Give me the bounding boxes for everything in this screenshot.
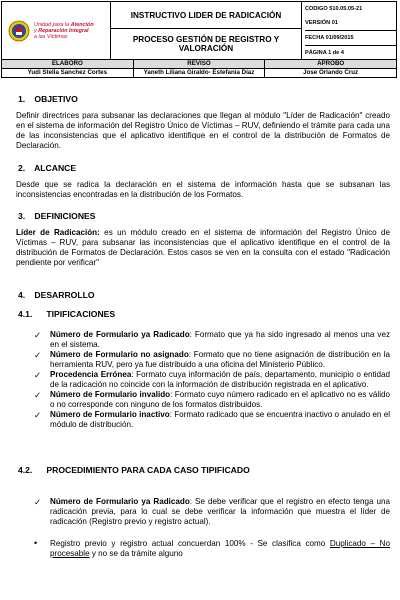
definiciones-term: Líder de Radicación: bbox=[16, 228, 100, 237]
checkmark-icon: ✓ bbox=[34, 497, 42, 507]
checkmark-icon: ✓ bbox=[34, 390, 42, 400]
section-heading-alcance: 2. ALCANCE bbox=[18, 163, 77, 173]
process-name: PROCESO GESTIÓN DE REGISTRO Y VALORACIÓN bbox=[132, 35, 280, 53]
document-version: VERSIÓN 01 bbox=[305, 20, 338, 26]
title-cell bbox=[111, 2, 302, 61]
section-heading-objetivo: 1. OBJETIVO bbox=[18, 94, 78, 104]
document-date: FECHA 01/09/2015 bbox=[305, 30, 396, 45]
section-heading-tipificaciones: 4.1. TIPIFICACIONES bbox=[18, 309, 116, 319]
list-item: ✓ Número de Formulario no asignado: Formato que no tiene asignación de distribución en la herramienta RUV, pero ya fue distribuido a una oficina del Ministerio Público. bbox=[34, 350, 390, 369]
list-item: ✓ Número de Formulario ya Radicado: Formato que ya ha sido ingresado al menos una vez en el sistema. bbox=[34, 330, 390, 349]
alcance-text: Desde que se radica la declaración en el sistema de información hasta que se subsanan las inconsistencias encontradas en la distribución de los Formatos. bbox=[16, 180, 390, 199]
document-title: INSTRUCTIVO LIDER DE RADICACIÓN bbox=[111, 3, 301, 29]
elaboro-label: ELABORO bbox=[2, 60, 134, 69]
duplicado-link-text: Duplicado – No procesable bbox=[50, 539, 390, 558]
procedimiento-sublist bbox=[34, 538, 390, 559]
list-item: ✓ Número de Formulario inactivo: Formato radicado que se encuentra inactivo o anulado en el módulo de distribución. bbox=[34, 410, 390, 429]
logo-cell bbox=[2, 2, 111, 61]
colombia-seal-icon bbox=[8, 20, 30, 42]
elaboro-name: Yudi Stella Sanchez Cortes bbox=[2, 69, 134, 78]
list-item: • Registro previo y registro actual concuerdan 100% - Se clasifica como Duplicado – No procesable y no se da trámite alguno bbox=[34, 538, 390, 558]
institution-logo-text: Unidad para la Atención y Reparación Integral a las Víctimas bbox=[34, 21, 94, 41]
definiciones-text bbox=[16, 228, 390, 268]
list-item: ✓ Número de Formulario ya Radicado: Se debe verificar que el registro en efecto tenga una radicación previa, para lo cual se debe verificar la información que muestra el líder de radicación (Registro previo y registro actual). bbox=[34, 497, 390, 526]
signature-table bbox=[1, 59, 397, 78]
definiciones-body: es un módulo creado en el sistema de información del Registro Único de Víctimas – RUV, para subsanar las inconsistencias que el aplicativo identifique en el control de la distribución de Formatos de Declaración. Estos casos se ven en la consulta con el estado "Radicación pendiente por verificar" bbox=[16, 228, 390, 267]
document-header bbox=[1, 1, 397, 61]
procedimiento-list bbox=[34, 497, 390, 527]
checkmark-icon: ✓ bbox=[34, 410, 42, 420]
document-code: CODIGO 510.05.05-21 bbox=[305, 6, 363, 12]
aprobo-label: APROBO bbox=[265, 60, 397, 69]
page-number: PÁGINA 1 de 4 bbox=[305, 45, 396, 60]
section-heading-definiciones: 3. DEFINICIONES bbox=[18, 211, 96, 221]
objetivo-text: Definir directrices para subsanar las declaraciones que llegan al módulo "Líder de Radicación" creado en el sistema de información del Registro Único de Víctimas – RUV, definiendo el trámite para cada una de las inconsistencias que el aplicativo identifique en el control de la distribución de Formatos de Declaración. bbox=[16, 111, 390, 150]
reviso-name: Yaneth Liliana Giraldo- Estefania Díaz bbox=[133, 69, 265, 78]
section-heading-procedimiento: 4.2. PROCEDIMIENTO PARA CADA CASO TIPIFICADO bbox=[18, 465, 250, 475]
checkmark-icon: ✓ bbox=[34, 370, 42, 380]
checkmark-icon: ✓ bbox=[34, 330, 42, 340]
tipificaciones-list bbox=[34, 330, 391, 430]
meta-cell bbox=[302, 2, 397, 61]
reviso-label: REVISO bbox=[133, 60, 265, 69]
aprobo-name: Jose Orlando Cruz bbox=[265, 69, 397, 78]
bullet-icon: • bbox=[34, 538, 38, 548]
list-item: ✓ Número de Formulario invalido: Formato cuyo número radicado en el aplicativo no es válido o no corresponde con ninguno de los formatos distribuidos. bbox=[34, 390, 391, 409]
checkmark-icon: ✓ bbox=[34, 350, 42, 360]
list-item: ✓ Procedencia Errónea: Formato cuya información de país, departamento, municipio o entidad de la radicación no coincide con la información de distribución registrada en el aplicativo. bbox=[34, 370, 390, 389]
section-heading-desarrollo: 4. DESARROLLO bbox=[18, 290, 95, 300]
